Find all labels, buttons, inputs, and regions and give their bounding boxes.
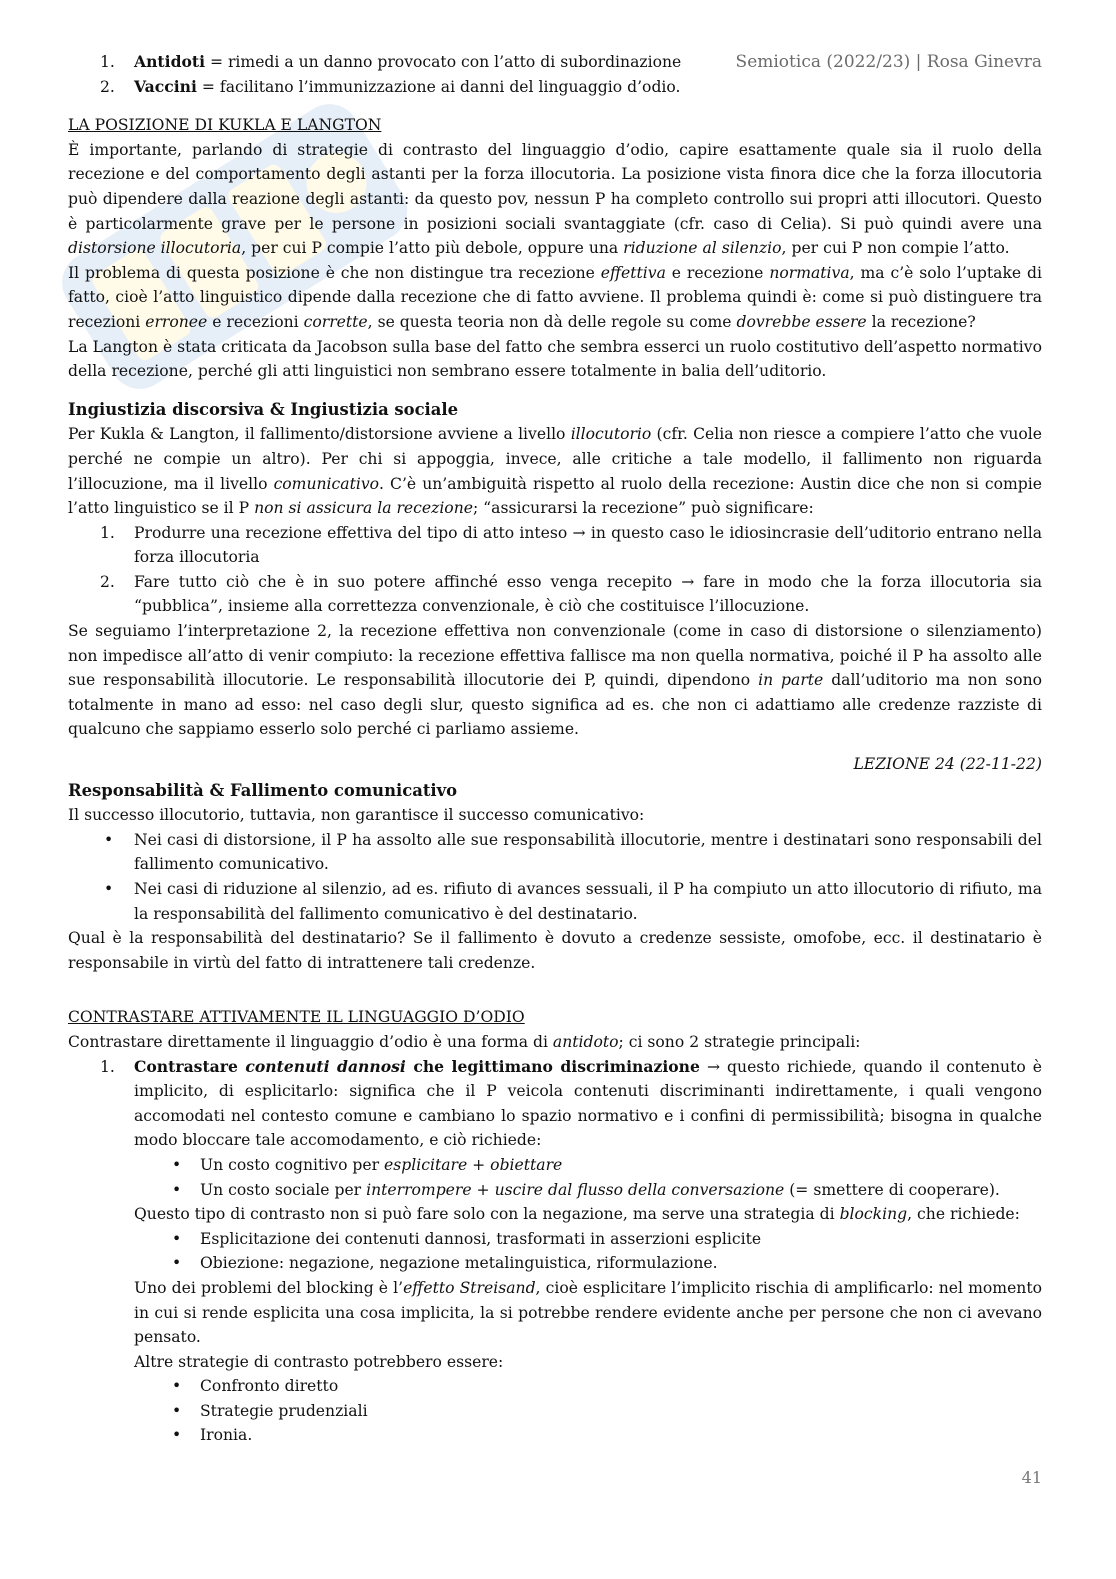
paragraph: È importante, parlando di strategie di contrasto del linguaggio d’odio, capire esattamente quale sia il ruolo della recezione e del comportamento degli astanti per la forza illocutoria. La posizione vista finora dice che la forza illocutoria può dipendere dalla reazione degli astanti: da questo pov, nessun P ha completo controllo sui propri atti illocutori. Questo è particolarmente grave per le persone in posizioni sociali svantaggiate (cfr. caso di Celia). Si può quindi avere una distorsione illocutoria, per cui P compie l’atto più debole, oppure una riduzione al silenzio, per cui P non compie l’atto. — [68, 140, 1042, 258]
paragraph: Per Kukla & Langton, il fallimento/distorsione avviene a livello illocutorio (cfr. Celia non riesce a compiere l’atto che vuole perché ne compie un altro). Per chi si appoggia, invece, alle critiche a tale modello, il fallimento non riguarda l’illocuzione, ma il livello comunicativo. C’è un’ambiguità rispetto al ruolo della recezione: Austin dice che non si compie l’atto linguistico se il P non si assicura la recezione; “assicurarsi la recezione” può significare: — [68, 425, 1043, 518]
paragraph: Se seguiamo l’interpretazione 2, la recezione effettiva non convenzionale (come in caso di distorsione o silenziamento) non impedisce all’atto di venir compiuto: la recezione effettiva fallisce ma non quella normativa, poiché il P ha assolto alle sue responsabilità illocutorie. Le responsabilità illocutorie dei P, quindi, dipendono in parte dall’uditorio ma non sono totalmente in mano ad esso: nel caso degli slur, questo significa ad es. che non ci adattiamo alle credenze razziste di qualcuno che sappiamo esserlo solo perché ci parliamo assieme. — [68, 622, 1042, 739]
paragraph: Il successo illocutorio, tuttavia, non garantisce il successo comunicativo: — [68, 806, 645, 825]
section-title-contrastare: CONTRASTARE ATTIVAMENTE IL LINGUAGGIO D’ODIO — [68, 1008, 525, 1027]
sub-bullet-list — [68, 1374, 1042, 1448]
top-list — [68, 50, 1042, 99]
list-item: • Strategie prudenziali — [68, 1399, 1042, 1424]
paragraph: Contrastare direttamente il linguaggio d’odio è una forma di antidoto; ci sono 2 strategie principali: — [68, 1032, 861, 1051]
list-item: 1. Contrastare contenuti dannosi che legittimano discriminazione → questo richiede, quando il contenuto è implicito, di esplicitarlo: significa che il P veicola contenuti discriminanti indirettamente, i quali vengono accomodati nel contesto comune e cambiano lo spazio normativo e i confini di permissibilità; bisogna in qualche modo bloccare tale accomodamento, e ciò richiede: — [100, 1056, 1042, 1150]
paragraph: Questo tipo di contrasto non si può fare solo con la negazione, ma serve una strategia di blocking, che richiede: — [134, 1205, 1020, 1224]
section-title-kukla-langton: LA POSIZIONE DI KUKLA E LANGTON — [68, 116, 382, 135]
paragraph: Uno dei problemi del blocking è l’effetto Streisand, cioè esplicitare l’implicito rischia di amplificarlo: nel momento in cui si rende esplicita una cosa implicita, la si potrebbe rendere evidente anche per persone che non ci avevano pensato. — [134, 1278, 1042, 1347]
paragraph: Qual è la responsabilità del destinatario? Se il fallimento è dovuto a credenze sessiste, omofobe, ecc. il destinatario è responsabile in virtù del fatto di intrattenere tali credenze. — [68, 929, 1042, 972]
list-item: • Ironia. — [68, 1423, 1042, 1448]
list-item: • Nei casi di distorsione, il P ha assolto alle sue responsabilità illocutorie, mentre i destinatari sono responsabili del fallimento comunicativo. — [68, 828, 1042, 877]
section-title-responsabilita: Responsabilità & Fallimento comunicativo — [68, 780, 458, 800]
list-item: 2. Fare tutto ciò che è in suo potere affinché esso venga recepito → fare in modo che la forza illocutoria sia “pubblica”, insieme alla correttezza convenzionale, è ciò che costituisce l’illocuzione. — [100, 572, 1042, 616]
bullet-list — [68, 828, 1042, 926]
sub-bullet-list — [68, 1153, 1042, 1202]
page-number: 41 — [1021, 1468, 1042, 1487]
paragraph: Altre strategie di contrasto potrebbero essere: — [134, 1352, 504, 1371]
sub-bullet-list — [68, 1227, 1042, 1276]
list-item: • Confronto diretto — [68, 1374, 1042, 1399]
list-item: 2. Vaccini = facilitano l’immunizzazione ai danni del linguaggio d’odio. — [100, 76, 681, 96]
page-header: Semiotica (2022/23) | Rosa Ginevra — [735, 52, 1042, 72]
list-item: • Un costo cognitivo per esplicitare + obiettare — [68, 1153, 1042, 1178]
list-item: • Esplicitazione dei contenuti dannosi, trasformati in asserzioni esplicite — [68, 1227, 1042, 1252]
document-body — [68, 50, 1042, 1448]
paragraph: Il problema di questa posizione è che non distingue tra recezione effettiva e recezione normativa, ma c’è solo l’uptake di fatto, cioè l’atto linguistico dipende dalla recezione che di fatto avviene. Il problema quindi è: come si può distinguere tra recezioni erronee e recezioni corrette, se questa teoria non dà delle regole su come dovrebbe essere la recezione? — [68, 263, 1042, 331]
numbered-list — [68, 1055, 1042, 1153]
paragraph: La Langton è stata criticata da Jacobson sulla base del fatto che sembra esserci un ruolo costitutivo dell’aspetto normativo della recezione, perché gli atti linguistici non sembrano essere totalmente in balia dell’uditorio. — [68, 337, 1042, 381]
section-title-ingiustizia: Ingiustizia discorsiva & Ingiustizia sociale — [68, 399, 459, 419]
numbered-list — [68, 521, 1042, 619]
lesson-label: LEZIONE 24 (22-11-22) — [853, 755, 1042, 774]
list-item: • Un costo sociale per interrompere + uscire dal flusso della conversazione (= smettere di cooperare). — [68, 1178, 1042, 1203]
list-item: • Obiezione: negazione, negazione metalinguistica, riformulazione. — [68, 1251, 1042, 1276]
list-item: 1. Antidoti = rimedi a un danno provocato con l’atto di subordinazione — [100, 52, 682, 71]
list-item: 1. Produrre una recezione effettiva del tipo di atto inteso → in questo caso le idiosincrasie dell’uditorio entrano nella forza illocutoria — [100, 523, 1042, 567]
list-item: • Nei casi di riduzione al silenzio, ad es. rifiuto di avances sessuali, il P ha compiuto un atto illocutorio di rifiuto, ma la responsabilità del fallimento comunicativo è del destinatario. — [68, 877, 1042, 926]
